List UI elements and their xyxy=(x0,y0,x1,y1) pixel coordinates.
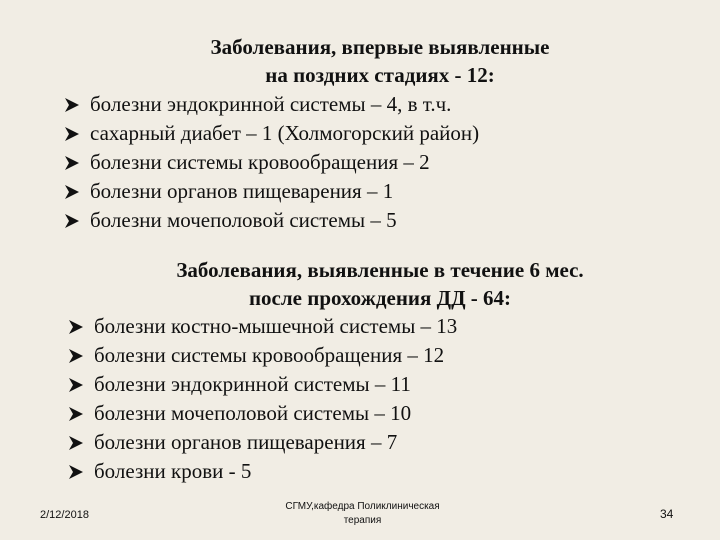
arrow-bullet-icon xyxy=(64,97,80,113)
section2-heading xyxy=(100,256,660,312)
list-item-text: болезни органов пищеварения – 1 xyxy=(90,179,394,203)
arrow-bullet-icon xyxy=(68,435,84,451)
list-item xyxy=(64,90,479,119)
arrow-bullet-icon xyxy=(64,126,80,142)
section1-title-line1: Заболевания, впервые выявленные xyxy=(210,35,550,59)
list-item xyxy=(64,177,479,206)
section2-title-line1: Заболевания, выявленные в течение 6 мес. xyxy=(176,258,584,282)
page-number: 34 xyxy=(660,507,674,521)
list-item-text: болезни мочеполовой системы – 10 xyxy=(94,401,412,425)
list-item xyxy=(64,148,479,177)
list-item xyxy=(68,457,457,486)
section1-title-line2: на поздних стадиях - 12: xyxy=(265,63,495,87)
list-item-text: болезни мочеполовой системы – 5 xyxy=(90,208,397,232)
list-item-text: болезни крови - 5 xyxy=(94,459,252,483)
arrow-bullet-icon xyxy=(68,348,84,364)
footer-organization-line2: терапия xyxy=(343,515,382,526)
arrow-bullet-icon xyxy=(68,377,84,393)
arrow-bullet-icon xyxy=(64,184,80,200)
list-item xyxy=(64,206,479,235)
list-item xyxy=(64,119,479,148)
footer-organization-line1: СГМУ,кафедра Поликлиническая xyxy=(285,501,440,512)
arrow-bullet-icon xyxy=(68,406,84,422)
list-item-text: болезни системы кровообращения – 2 xyxy=(90,150,430,174)
list-item xyxy=(68,312,457,341)
list-item xyxy=(68,399,457,428)
list-item xyxy=(68,341,457,370)
section2-title-line2: после прохождения ДД - 64: xyxy=(248,286,512,310)
footer-organization xyxy=(255,500,470,528)
section2-list xyxy=(68,312,457,486)
list-item-text: болезни органов пищеварения – 7 xyxy=(94,430,398,454)
list-item xyxy=(68,370,457,399)
list-item-text: болезни костно-мышечной системы – 13 xyxy=(94,314,458,338)
list-item-text: болезни системы кровообращения – 12 xyxy=(94,343,445,367)
arrow-bullet-icon xyxy=(64,155,80,171)
list-item-text: болезни эндокринной системы – 4, в т.ч. xyxy=(90,92,452,116)
list-item-text: сахарный диабет – 1 (Холмогорский район) xyxy=(90,121,480,145)
arrow-bullet-icon xyxy=(68,319,84,335)
list-item xyxy=(68,428,457,457)
footer-date: 2/12/2018 xyxy=(40,509,89,521)
list-item-text: болезни эндокринной системы – 11 xyxy=(94,372,411,396)
arrow-bullet-icon xyxy=(68,464,84,480)
section1-heading xyxy=(150,33,610,89)
section1-list xyxy=(64,90,479,235)
arrow-bullet-icon xyxy=(64,213,80,229)
